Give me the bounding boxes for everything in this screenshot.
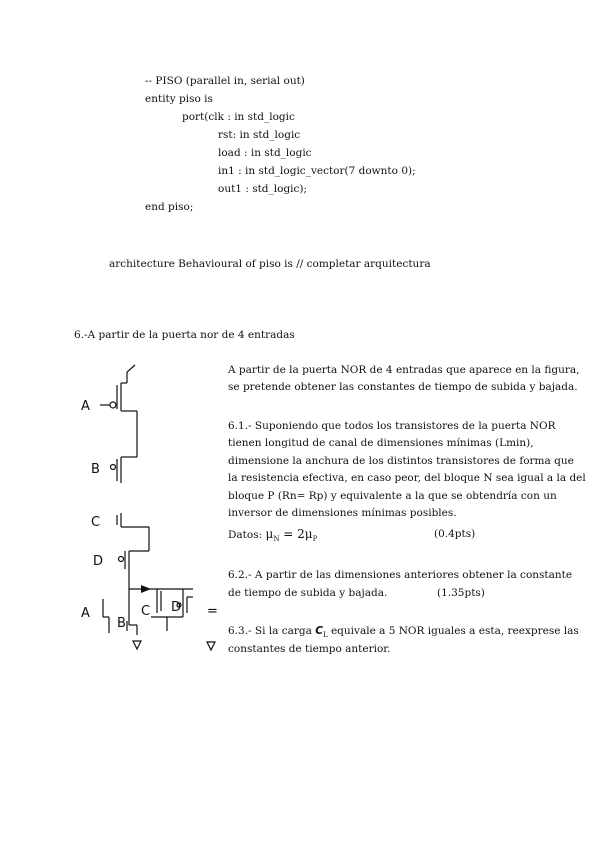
- pmos-d-bubble: [119, 557, 124, 562]
- pmos-b-bubble: [111, 465, 116, 470]
- section-title: 6.-A partir de la puerta nor de 4 entradas: [74, 329, 295, 341]
- q62-line1: 6.2.- A partir de las dimensiones anteriores obtener la constante: [228, 569, 573, 581]
- code-rst: rst: in std_logic: [218, 129, 301, 141]
- q61-line: tienen longitud de canal de dimensiones mínimas (Lmin),: [228, 437, 534, 449]
- code-port: port(clk : in std_logic: [182, 111, 295, 123]
- q61-line: dimensione la anchura de los distintos transistores de forma que: [228, 455, 574, 467]
- datos-label: Datos:: [228, 529, 263, 541]
- code-end: end piso;: [145, 201, 194, 213]
- ground-icon: [207, 642, 215, 650]
- q62-points: (1.35pts): [437, 587, 485, 599]
- label-a-top: A: [81, 399, 90, 414]
- code-out1: out1 : std_logic);: [218, 183, 308, 195]
- q63-suffix: equivale a 5 NOR iguales a esta, reexprese las: [327, 625, 579, 637]
- label-a-bottom: A: [81, 606, 90, 621]
- code-architecture: architecture Behavioural of piso is // completar arquitectura: [109, 258, 431, 270]
- datos-points: (0.4pts): [434, 528, 476, 540]
- equals-sign: =: [207, 604, 218, 619]
- intro-line: se pretende obtener las constantes de tiempo de subida y bajada.: [228, 381, 578, 393]
- q61-line: la resistencia efectiva, en caso peor, del bloque N sea igual a la del: [228, 472, 586, 484]
- label-b-bottom: B: [117, 616, 126, 631]
- q63-prefix: 6.3.- Si la carga: [228, 625, 316, 637]
- mu-symbol: μ: [265, 527, 274, 541]
- code-in1: in1 : in std_logic_vector(7 downto 0);: [218, 165, 416, 177]
- code-entity: entity piso is: [145, 93, 213, 105]
- q63-line1: [228, 624, 579, 639]
- nor-gate-schematic: [75, 355, 225, 660]
- sub-p: P: [312, 535, 318, 543]
- ground-icon: [133, 641, 141, 649]
- intro-line: A partir de la puerta NOR de 4 entradas que aparece en la figura,: [228, 364, 580, 376]
- q63-line2: constantes de tiempo anterior.: [228, 643, 391, 655]
- datos-equation: = 2μ: [279, 527, 313, 541]
- code-load: load : in std_logic: [218, 147, 312, 159]
- q61-line: inversor de dimensiones mínimas posibles.: [228, 507, 457, 519]
- load-capacitance-sub: L: [322, 631, 328, 639]
- q61-line: 6.1.- Suponiendo que todos los transistores de la puerta NOR: [228, 420, 556, 432]
- label-c-bottom: C: [141, 604, 151, 619]
- label-c-top: C: [91, 515, 101, 530]
- sub-n: N: [273, 535, 280, 543]
- q61-line: bloque P (Rn= Rp) y equivalente a la que se obtendría con un: [228, 490, 557, 502]
- code-comment: -- PISO (parallel in, serial out): [145, 75, 305, 87]
- q62-line2: de tiempo de subida y bajada.: [228, 587, 388, 599]
- label-d-top: D: [93, 554, 104, 569]
- label-b-top: B: [91, 462, 100, 477]
- pmos-a-bubble: [110, 402, 116, 408]
- label-d-bottom: D: [171, 600, 182, 615]
- vdd-tick: [127, 365, 135, 372]
- load-capacitance-symbol: C: [315, 625, 323, 637]
- datos-line: [228, 527, 317, 543]
